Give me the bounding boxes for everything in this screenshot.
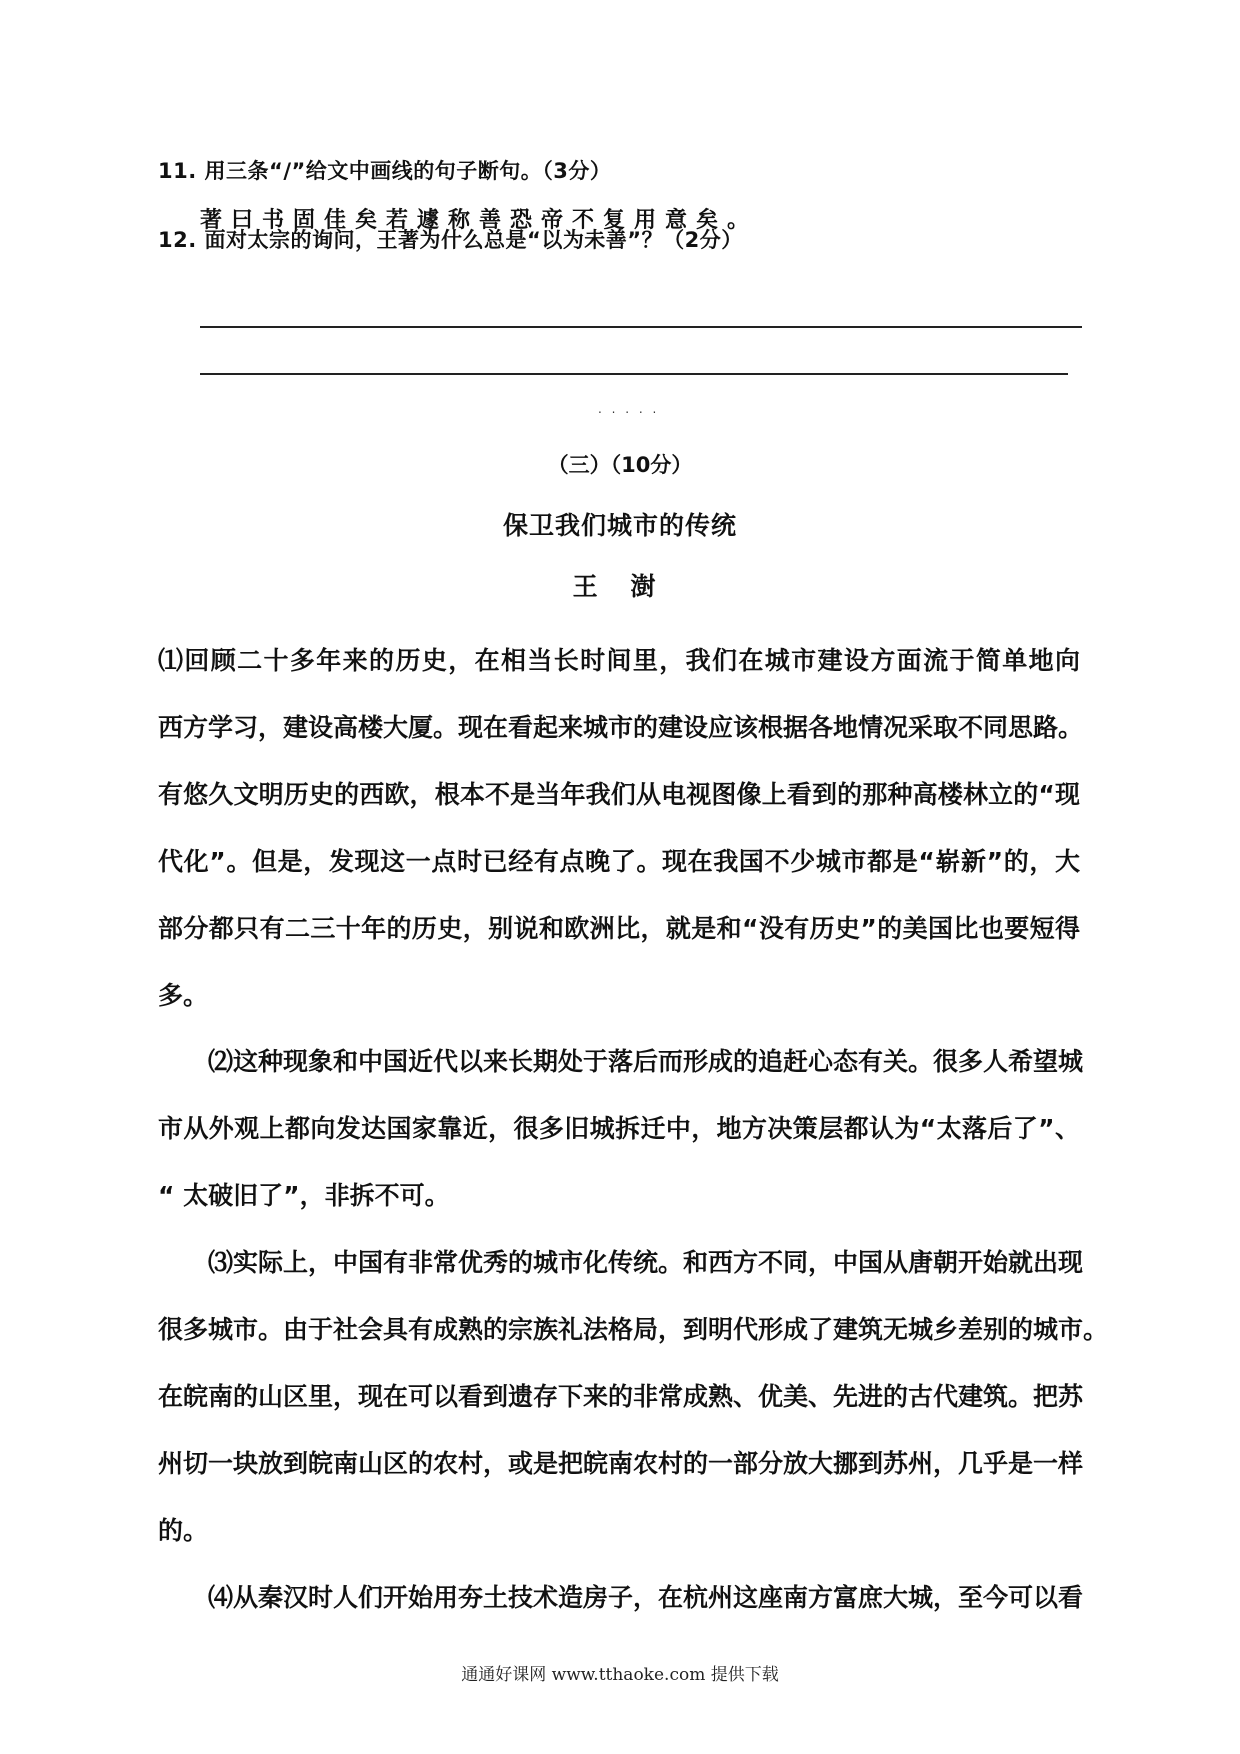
body-line: ⑴回顾二十多年来的历史，在相当长时间里，我们在城市建设方面流于简单地向 [158,646,1080,675]
article-author: 王 澍 [572,572,668,601]
body-line: 州切一块放到皖南山区的农村，或是把皖南农村的一部分放大挪到苏州，几乎是一样 [158,1449,1084,1478]
article-title: 保卫我们城市的传统 [502,511,737,540]
body-line: 部分都只有二三十年的历史，别说和欧洲比，就是和“没有历史”的美国比也要短得 [158,914,1080,943]
body-line: 市从外观上都向发达国家靠近，很多旧城拆迁中，地方决策层都认为“太落后了”、 [158,1114,1080,1143]
body-line: 的。 [158,1516,209,1545]
footer-source: 通通好课网 www.tthaoke.com 提供下载 [461,1665,779,1685]
body-line: 代化”。但是，发现这一点时已经有点晚了。现在我国不少城市都是“崭新”的，大 [158,847,1080,876]
body-line: ⑵这种现象和中国近代以来长期处于落后而形成的追赶心态有关。很多人希望城 [208,1047,1084,1076]
body-line: 西方学习，建设高楼大厦。现在看起来城市的建设应该根据各地情况采取不同思路。 [158,713,1084,742]
question-11-prompt: 11. 用三条“/”给文中画线的句子断句。（3分） [158,159,612,183]
answer-line-1[interactable] [200,326,1082,328]
dot-separator: . . . . . [598,402,660,416]
question-12-prompt: 12. 面对太宗的询问，王著为什么总是“以为未善”？（2分） [158,228,743,252]
body-line: 有悠久文明历史的西欧，根本不是当年我们从电视图像上看到的那种高楼林立的“现 [158,780,1080,809]
body-line: ⑷从秦汉时人们开始用夯土技术造房子，在杭州这座南方富庶大城，至今可以看 [208,1583,1084,1612]
body-line: 在皖南的山区里，现在可以看到遗存下来的非常成熟、优美、先进的古代建筑。把苏 [158,1382,1084,1411]
body-line: 很多城市。由于社会具有成熟的宗族礼法格局，到明代形成了建筑无城乡差别的城市。 [158,1315,1109,1344]
body-line: ⑶实际上，中国有非常优秀的城市化传统。和西方不同，中国从唐朝开始就出现 [208,1248,1084,1277]
section-label: （三）（10分） [547,453,693,477]
body-line: “ 太破旧了”，非拆不可。 [158,1181,450,1210]
body-line: 多。 [158,981,209,1010]
answer-line-2[interactable] [200,373,1068,375]
question-11-sentence: 著曰书固佳矣若遽称善恐帝不复用意矣。 [200,208,759,233]
